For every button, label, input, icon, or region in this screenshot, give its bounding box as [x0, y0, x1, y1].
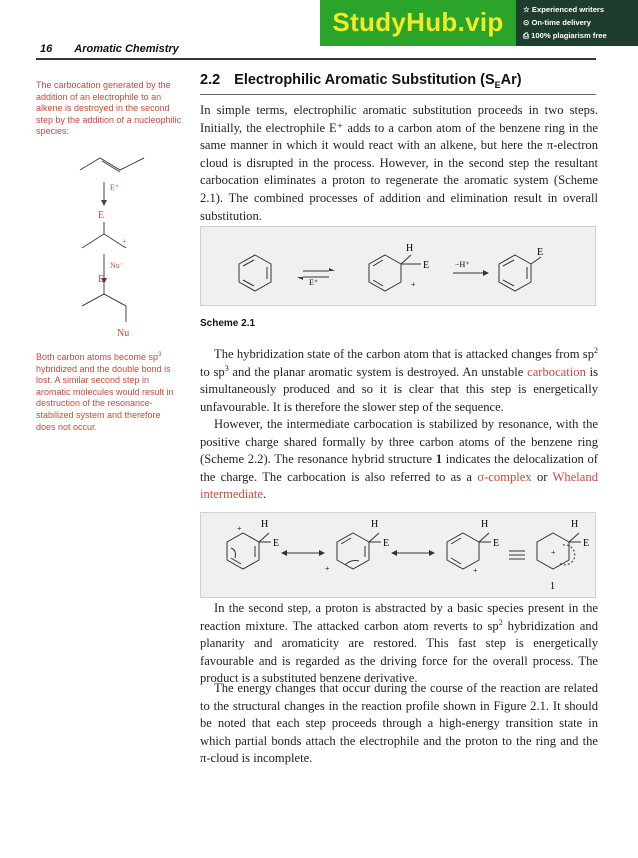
term-sigma-complex: σ-complex [477, 469, 532, 484]
scheme-2-1 [200, 226, 596, 306]
label-h: H [481, 519, 489, 530]
book-title: Aromatic Chemistry [74, 43, 179, 55]
header-rule [36, 58, 596, 60]
section-title-sub: E [494, 79, 501, 90]
scheme-2-1-drawing [201, 227, 597, 307]
term-wheland: Wheland intermediate [200, 469, 598, 502]
label-h: H [406, 243, 414, 254]
label-h: H [371, 519, 379, 530]
paragraph-resonance [200, 416, 598, 504]
label-e: E [383, 538, 390, 549]
sidenote-text: Both carbon atoms become sp [36, 352, 159, 362]
text: In the second step, a proton is abstracted by a basic species present in the reaction mixture. The attacked carbon atom reverts to sp [200, 601, 598, 633]
section-heading [200, 72, 522, 90]
label-h: H [571, 519, 579, 530]
label-plus: + [411, 280, 416, 289]
text: or [531, 469, 553, 484]
watermark-feature: ☆ Experienced writers [523, 5, 605, 14]
watermark-features [516, 0, 638, 46]
text: to sp [200, 364, 225, 379]
sidenote-text: hybridized and the double bond is lost. A similar second step in aromatic molecules would result in destruction of the resonance-stabilized system and therefore does not occur. [36, 363, 174, 432]
label-e: E [583, 538, 590, 549]
label-e: E [98, 274, 105, 285]
section-title: Electrophilic Aromatic Substitution (S [234, 72, 495, 88]
watermark-feature: ⊙ On-time delivery [523, 18, 591, 27]
paragraph-energy: The energy changes that occur during the course of the reaction are related to the structural changes in the reaction profile shown in Figure 2.1. It should be noted that each step proceeds through a high-energy transition state in which partial bonds attach the electrophile and the proton to the ring and the π-cloud is incomplete. [200, 681, 598, 766]
watermark-logo: StudyHub.vip [320, 0, 516, 46]
text: and the planar aromatic system is destroyed. An unstable [228, 364, 528, 379]
running-head [40, 43, 179, 55]
page-number: 16 [40, 43, 53, 55]
paragraph-second-step [200, 600, 598, 688]
label-nu-minus: Nu⁻ [110, 261, 124, 270]
label-e: E [493, 538, 500, 549]
label-plus: + [325, 564, 330, 573]
paragraph-hybridization [200, 346, 598, 416]
scheme-caption: Scheme 2.1 [200, 318, 256, 329]
section-number: 2.2 [200, 72, 221, 88]
superscript: 3 [224, 363, 229, 373]
text: However, the intermediate carbocation is stabilized by resonance, with the positive charge shared formally by three carbon atoms of the benzene ring (Scheme 2.2). The resonance hybrid structure [200, 417, 598, 467]
label-plus: + [473, 566, 478, 575]
superscript: 3 [158, 352, 162, 358]
text: indicates the delocalization of the charge. The carbocation is also referred to as a [200, 452, 598, 484]
superscript: 2 [498, 617, 503, 627]
section-rule [200, 94, 596, 95]
scheme-2-2 [200, 512, 596, 598]
label-plus: + [122, 237, 127, 246]
label-e: E [423, 260, 430, 271]
label-e: E [98, 210, 105, 221]
watermark-feature: ⎙ 100% plagiarism free [523, 31, 607, 40]
label-e: E [537, 247, 544, 258]
label-nu: Nu [117, 328, 130, 339]
sidenote-carbocation: The carbocation generated by the addition of an electrophile to an alkene is destroyed in the second step by the addition of a nucleophilic species: [36, 80, 182, 137]
text: . [262, 487, 267, 502]
label-minus-h: −H⁺ [455, 260, 470, 269]
text: is simultaneously produced and so it is clear that this step is energetically unfavourable. It is therefore the slower step of the sequence. [200, 364, 598, 414]
sidebar-alkene-diagram [60, 140, 170, 340]
text: hybridization and planarity and aromaticity are restored. This fast step is energetically favourable and is regarded as the driving force for the overall process. The product is a substituted benzene derivative. [200, 618, 598, 686]
label-h: H [261, 519, 269, 530]
label-plus: + [551, 548, 556, 557]
text: The hybridization state of the carbon atom that is attacked changes from sp [214, 347, 594, 361]
structure-label: 1 [550, 581, 555, 592]
sidenote-hybridization [36, 350, 182, 433]
label-plus: + [237, 524, 242, 533]
structure-number: 1 [435, 452, 443, 467]
label-e: E [273, 538, 280, 549]
term-carbocation: carbocation [527, 364, 586, 379]
superscript: 2 [594, 345, 598, 355]
section-title-suffix: Ar) [500, 72, 522, 88]
label-eplus: E⁺ [309, 278, 319, 287]
label-eplus: E⁺ [110, 183, 120, 192]
scheme-2-2-drawing [201, 513, 597, 599]
paragraph-intro: In simple terms, electrophilic aromatic substitution proceeds in two steps. Initially, the electrophile E⁺ adds to a carbon atom of the benzene ring in the same manner in which it would react with an alkene, but here the π-electron cloud is disrupted in the process. However, in the second step the resultant carbocation eliminates a proton to regenerate the aromatic system (Scheme 2.1). The combined processes of addition and elimination result in overall substitution. [200, 103, 598, 223]
